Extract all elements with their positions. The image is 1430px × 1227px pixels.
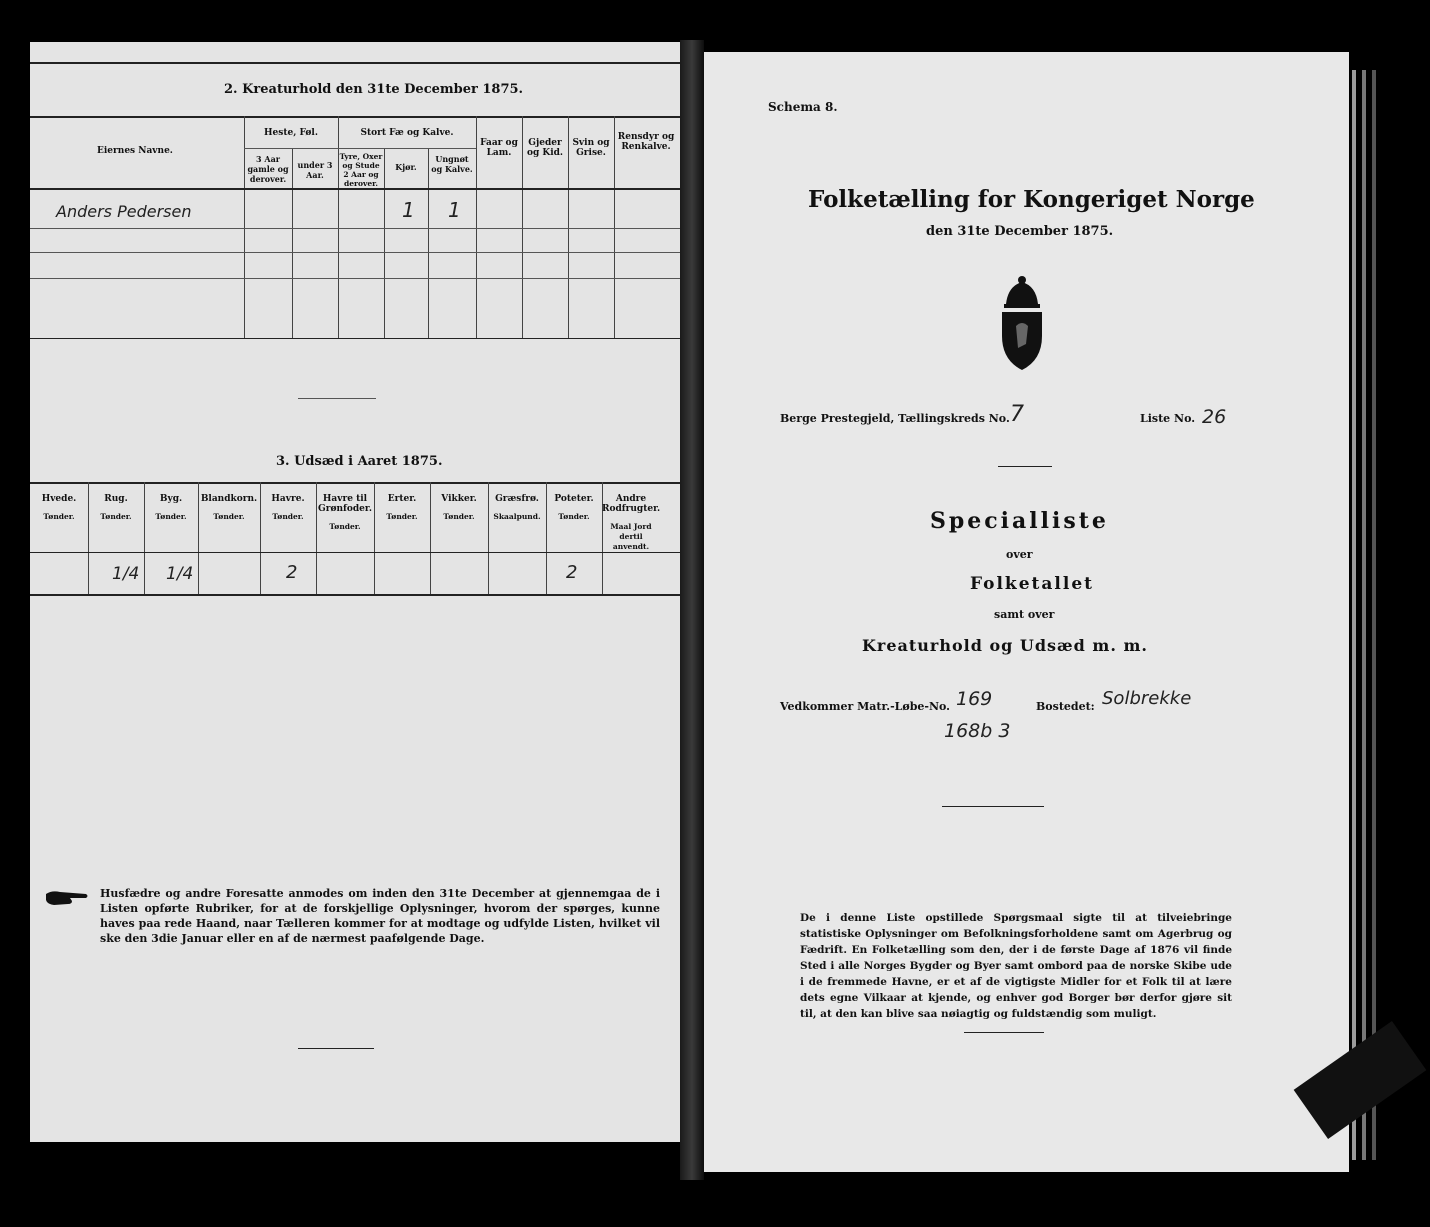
rug-value: 1/4: [112, 564, 140, 584]
kreaturhold-label: Kreaturhold og Udsæd m. m.: [862, 636, 1148, 655]
sowing-col-name: Andre Rodfrugter.: [602, 494, 661, 514]
sowing-col-unit: Tønder.: [558, 512, 590, 521]
col-horses-header: Heste, Føl.: [264, 128, 318, 138]
bosted-value: Solbrekke: [1102, 688, 1192, 709]
sowing-col-name: Græsfrø.: [495, 494, 539, 504]
sowing-col-header: [488, 494, 546, 522]
col-horses-sub1: 3 Aar gamle og derover.: [247, 154, 289, 184]
matr-number: 169: [956, 688, 993, 710]
sowing-col-unit: Tønder.: [155, 512, 187, 521]
sowing-col-unit: Tønder.: [329, 522, 361, 531]
pointing-hand-icon: [44, 888, 90, 908]
byg-value: 1/4: [166, 564, 194, 584]
poteter-value: 2: [566, 562, 578, 583]
right-notice: De i denne Liste opstillede Spørgsmaal sigte til at tilveiebringe statistiske Oplysninger om Befolkningsforholdene samt om Agerbrug og Fædrift. En Folketælling som den, der i de første Dage af 1876 vil finde Sted i alle Norges Bygder og Byer samt ombord paa de norske Skibe ude i de fremmede Havne, er et af de vigtigste Midler for et Folk til at lære dets egne Vilkaar at kjende, og enhver god Borger bør derfor gjøre sit til, at den kan blive saa nøiagtig og fuldstændig som muligt.: [800, 912, 1232, 1020]
col-reindeer-header: Rensdyr og Renkalve.: [617, 132, 675, 152]
left-page: [30, 42, 680, 1142]
sowing-col-header: [88, 494, 144, 522]
section2-title: 2. Kreaturhold den 31te December 1875.: [224, 82, 524, 97]
matr-number-2: 168b 3: [944, 720, 1011, 742]
sowing-col-name: Havre.: [271, 494, 305, 504]
sowing-col-name: Erter.: [387, 494, 417, 504]
col-cattle-header: Stort Fæ og Kalve.: [360, 128, 454, 138]
district-number: 7: [1010, 402, 1024, 427]
right-page: [704, 52, 1349, 1172]
left-notice: Husfædre og andre Foresatte anmodes om inden den 31te December at gjennemgaa de i Listen opførte Rubriker, for at de forskjellige Oplysninger, hvorom der spørges, kunne haves paa rede Haand, naar Tælleren kommer for at modtage og udfylde Listen, hvilket vil ske den 3die Januar eller en af de nærmest paafølgende Dage.: [100, 887, 660, 945]
over-label: over: [1006, 548, 1033, 561]
sowing-col-unit: Tønder.: [43, 512, 75, 521]
book-spine: [680, 40, 704, 1180]
sowing-col-header: [144, 494, 198, 522]
sowing-col-header: [30, 494, 88, 522]
section3-title: 3. Udsæd i Aaret 1875.: [276, 454, 443, 469]
sowing-col-unit: Skaalpund.: [493, 512, 541, 521]
sowing-col-header: [198, 494, 260, 522]
sowing-col-unit: Tønder.: [386, 512, 418, 521]
havre-value: 2: [286, 562, 298, 583]
cows-count: 1: [402, 198, 415, 222]
col-horses-sub2: under 3 Aar.: [297, 160, 333, 180]
sowing-col-unit: Maal Jord dertil anvendt.: [610, 522, 652, 551]
sowing-col-header: [602, 494, 660, 552]
folketallet-label: Folketallet: [970, 574, 1094, 594]
schema-label: Schema 8.: [768, 100, 838, 114]
young-cattle-count: 1: [448, 198, 461, 222]
sowing-col-name: Rug.: [104, 494, 128, 504]
sowing-col-name: Poteter.: [554, 494, 594, 504]
sowing-col-unit: Tønder.: [443, 512, 475, 521]
col-cattle-sub1: Tyre, Oxer og Stude 2 Aar og derover.: [339, 152, 383, 188]
sowing-col-unit: Tønder.: [272, 512, 304, 521]
col-sheep-header: Faar og Lam.: [480, 138, 518, 158]
sowing-col-name: Blandkorn.: [200, 494, 258, 504]
sowing-col-name: Byg.: [159, 494, 183, 504]
sowing-col-header: [546, 494, 602, 522]
sowing-col-unit: Tønder.: [100, 512, 132, 521]
specialliste-title: Specialliste: [930, 508, 1109, 534]
sowing-col-header: [316, 494, 374, 532]
matr-label: Vedkommer Matr.-Løbe-No.: [780, 700, 950, 713]
sowing-col-unit: Tønder.: [213, 512, 245, 521]
col-pigs-header: Svin og Grise.: [572, 138, 610, 158]
samt-over-label: samt over: [994, 608, 1055, 621]
census-title: Folketælling for Kongeriget Norge: [808, 186, 1255, 213]
sowing-col-name: Hvede.: [41, 494, 77, 504]
owner-name: Anders Pedersen: [56, 202, 192, 221]
sowing-col-header: [374, 494, 430, 522]
col-cattle-sub2: Kjør.: [395, 162, 417, 172]
bosted-label: Bostedet:: [1036, 700, 1095, 713]
sowing-col-name: Havre til Grønfoder.: [318, 494, 372, 514]
sowing-col-header: [260, 494, 316, 522]
col-cattle-sub3: Ungnøt og Kalve.: [431, 154, 473, 174]
sowing-col-name: Vikker.: [441, 494, 477, 504]
sowing-col-header: [430, 494, 488, 522]
list-label: Liste No.: [1140, 412, 1196, 425]
col-goats-header: Gjeder og Kid.: [526, 138, 564, 158]
col-owner-header: Eiernes Navne.: [97, 146, 173, 156]
coat-of-arms-icon: [998, 274, 1046, 372]
census-date: den 31te December 1875.: [926, 224, 1114, 239]
parish-label: Berge Prestegjeld, Tællingskreds No.: [780, 412, 1010, 425]
list-number: 26: [1202, 406, 1227, 428]
